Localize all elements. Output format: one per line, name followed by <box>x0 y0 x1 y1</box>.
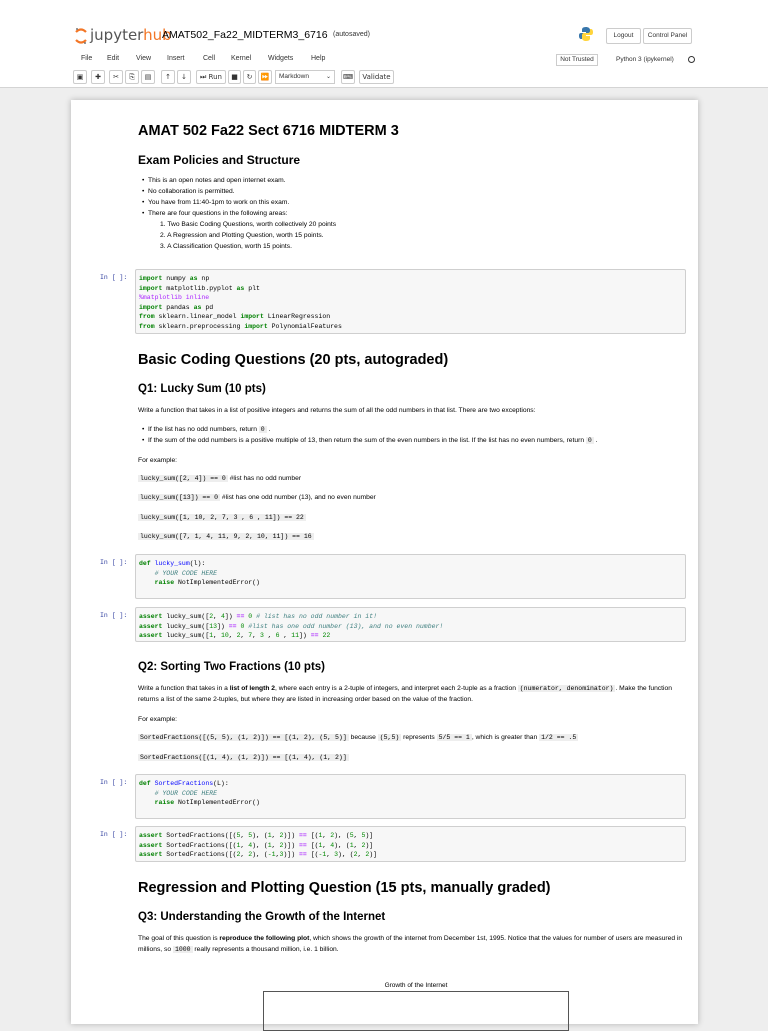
q1-heading: Q1: Lucky Sum (10 pts) <box>138 383 266 395</box>
paste-button[interactable] <box>141 70 155 84</box>
list-item: 3. A Classification Question, worth 15 points. <box>160 243 292 250</box>
code-cell-sorted-fractions-tests[interactable]: assert SortedFractions([(5, 5), (1, 2)]) == [(1, 2), (5, 5)] assert SortedFractions([(1, 4), (1, 2)]) == [(1, 4), (1, 2)] assert SortedFractions([(2, 2), (-1,3)]) == [(-1, 3), (2, 2)] <box>135 826 686 862</box>
q1-example-4: lucky_sum([7, 1, 4, 11, 9, 2, 10, 11]) == 16 <box>140 533 312 540</box>
list-item: • No collaboration is permitted. <box>148 186 289 197</box>
cell-prompt: In [ ]: <box>100 779 128 786</box>
cell-prompt: In [ ]: <box>100 274 128 281</box>
chevron-down-icon: ⌄ <box>325 74 331 80</box>
notebook-title[interactable]: AMAT502_Fa22_MIDTERM3_6716 <box>162 29 328 41</box>
policies-heading: Exam Policies and Structure <box>138 153 301 167</box>
interrupt-button[interactable] <box>228 70 241 84</box>
arrow-up-icon: ↑ <box>165 73 171 81</box>
menu-widgets[interactable]: Widgets <box>268 55 294 62</box>
regression-heading: Regression and Plotting Question (15 pts, manually graded) <box>138 880 551 896</box>
basic-coding-heading: Basic Coding Questions (20 pts, autograded) <box>138 352 449 368</box>
run-icon: ⏭ <box>200 73 207 81</box>
q1-example-3: lucky_sum([1, 10, 2, 7, 3 , 6 , 11]) == 22 <box>140 514 304 521</box>
cut-icon: ✂ <box>113 73 119 81</box>
cell-prompt: In [ ]: <box>100 831 128 838</box>
notebook-title-heading: AMAT 502 Fa22 Sect 6716 MIDTERM 3 <box>138 123 399 139</box>
q2-heading: Q2: Sorting Two Fractions (10 pts) <box>138 661 325 673</box>
list-item: 1. Two Basic Coding Questions, worth collectively 20 points <box>160 221 337 228</box>
control-panel-button[interactable]: Control Panel <box>643 28 692 44</box>
areas-list <box>160 219 336 252</box>
jupyter-logo-icon <box>74 26 88 46</box>
notebook-toolbar <box>0 70 768 86</box>
autosave-status: (autosaved) <box>333 31 370 38</box>
chart-title: Growth of the Internet <box>384 982 448 989</box>
menu-help[interactable]: Help <box>311 55 326 62</box>
python-logo-icon <box>578 26 594 42</box>
menu-view[interactable]: View <box>136 55 152 62</box>
copy-button[interactable] <box>125 70 139 84</box>
list-item: • You have from 11:40-1pm to work on this exam. <box>148 197 289 208</box>
cell-prompt: In [ ]: <box>100 559 128 566</box>
header-row <box>0 22 768 52</box>
logout-button[interactable]: Logout <box>606 28 641 44</box>
command-palette-button[interactable] <box>341 70 355 84</box>
move-down-button[interactable] <box>177 70 191 84</box>
restart-run-all-button[interactable] <box>258 70 272 84</box>
for-example-label: For example: <box>138 716 178 723</box>
q1-rules <box>148 424 598 446</box>
kernel-status-icon <box>688 56 695 63</box>
q2-description: Write a function that takes in a list of length 2, where each entry is a 2-tuple of integers, and interpret each 2-tuple as a fraction (numerator, denominator) . Make the function returns a list of the same 2-tuples, but where they are listed in increasing order based on the value of the fraction. <box>138 685 672 703</box>
chart-frame <box>263 991 569 1031</box>
paste-icon: ▤ <box>144 73 152 81</box>
kernel-name[interactable]: Python 3 (ipykernel) <box>616 56 674 63</box>
menu-bar <box>0 53 768 67</box>
q2-example-1: SortedFractions([(5, 5), (1, 2)]) == [(1, 2), (5, 5)] because (5,5) represents 5/5 == 1 , which is greater than 1/2 == .5 <box>140 734 577 741</box>
menu-insert[interactable]: Insert <box>167 55 185 62</box>
q3-heading: Q3: Understanding the Growth of the Internet <box>138 911 386 923</box>
menu-cell[interactable]: Cell <box>203 55 216 62</box>
keyboard-icon: ⌨ <box>342 73 354 81</box>
cut-button[interactable] <box>109 70 123 84</box>
menu-kernel[interactable]: Kernel <box>231 55 252 62</box>
trusted-indicator[interactable]: Not Trusted <box>556 54 598 66</box>
code-cell-lucky-sum-tests[interactable]: assert lucky_sum([2, 4]) == 0 # list has no odd number in it! assert lucky_sum([13]) == 0 #list has one odd number (13), and no even number! assert lucky_sum([1, 10, 2, 7, 3 , 6 , 11]) == 22 <box>135 607 686 642</box>
run-label: Run <box>208 73 222 81</box>
q2-example-2: SortedFractions([(1, 4), (1, 2)]) == [(1, 4), (1, 2)] <box>140 754 347 761</box>
code-cell-imports[interactable]: import numpy as np import matplotlib.pyplot as plt %matplotlib inline import pandas as pd from sklearn.linear_model import LinearRegression from sklearn.preprocessing import PolynomialFeatures <box>135 269 686 334</box>
restart-icon: ↻ <box>246 73 253 81</box>
q1-description: Write a function that takes in a list of positive integers and returns the sum of all the odd numbers in that list. There are two exceptions: <box>138 407 536 414</box>
fast-forward-icon: ⏩ <box>260 73 270 81</box>
for-example-label: For example: <box>138 457 178 464</box>
menu-file[interactable]: File <box>81 55 93 62</box>
cell-prompt: In [ ]: <box>100 612 128 619</box>
cell-type-select[interactable] <box>275 70 335 84</box>
copy-icon: ⎘ <box>129 73 135 81</box>
code-cell-lucky-sum[interactable]: def lucky_sum(l): # YOUR CODE HERE raise NotImplementedError() <box>135 554 686 599</box>
policies-list <box>148 175 289 219</box>
code-cell-sorted-fractions[interactable]: def SortedFractions(L): # YOUR CODE HERE raise NotImplementedError() <box>135 774 686 819</box>
cell-type-value: Markdown <box>279 73 309 80</box>
save-icon: ▣ <box>76 73 84 81</box>
q1-example-2: lucky_sum([13]) == 0 #list has one odd number (13), and no even number <box>140 494 376 501</box>
jupyterhub-logo-text[interactable]: jupyterhub <box>90 26 172 44</box>
run-button[interactable] <box>196 70 226 84</box>
stop-icon: ■ <box>231 73 238 81</box>
menu-edit[interactable]: Edit <box>107 55 120 62</box>
q1-example-1: lucky_sum([2, 4]) == 0 #list has no odd number <box>140 475 302 482</box>
jupyter-header <box>0 0 768 88</box>
insert-cell-button[interactable] <box>91 70 105 84</box>
list-item: • This is an open notes and open internet exam. <box>148 175 289 186</box>
q3-description: The goal of this question is reproduce the following plot, which shows the growth of the internet from December 1st, 1995. Notice that the values for number of users are measured in millions, so 1000 really represents a thousand million, i.e. 1 billion. <box>138 935 683 953</box>
list-item: • There are four questions in the following areas: <box>148 208 289 219</box>
move-up-button[interactable] <box>161 70 175 84</box>
restart-button[interactable] <box>243 70 256 84</box>
list-item: 2. A Regression and Plotting Question, worth 15 points. <box>160 232 324 239</box>
plus-icon: ✚ <box>95 73 101 81</box>
list-item: • If the sum of the odd numbers is a positive multiple of 13, then return the sum of the even numbers in the list. If the list has no even numbers, return 0 . <box>148 435 598 446</box>
validate-button[interactable]: Validate <box>359 70 394 84</box>
save-button[interactable] <box>73 70 87 84</box>
arrow-down-icon: ↓ <box>181 73 187 81</box>
list-item: • If the list has no odd numbers, return 0 . <box>148 424 598 435</box>
